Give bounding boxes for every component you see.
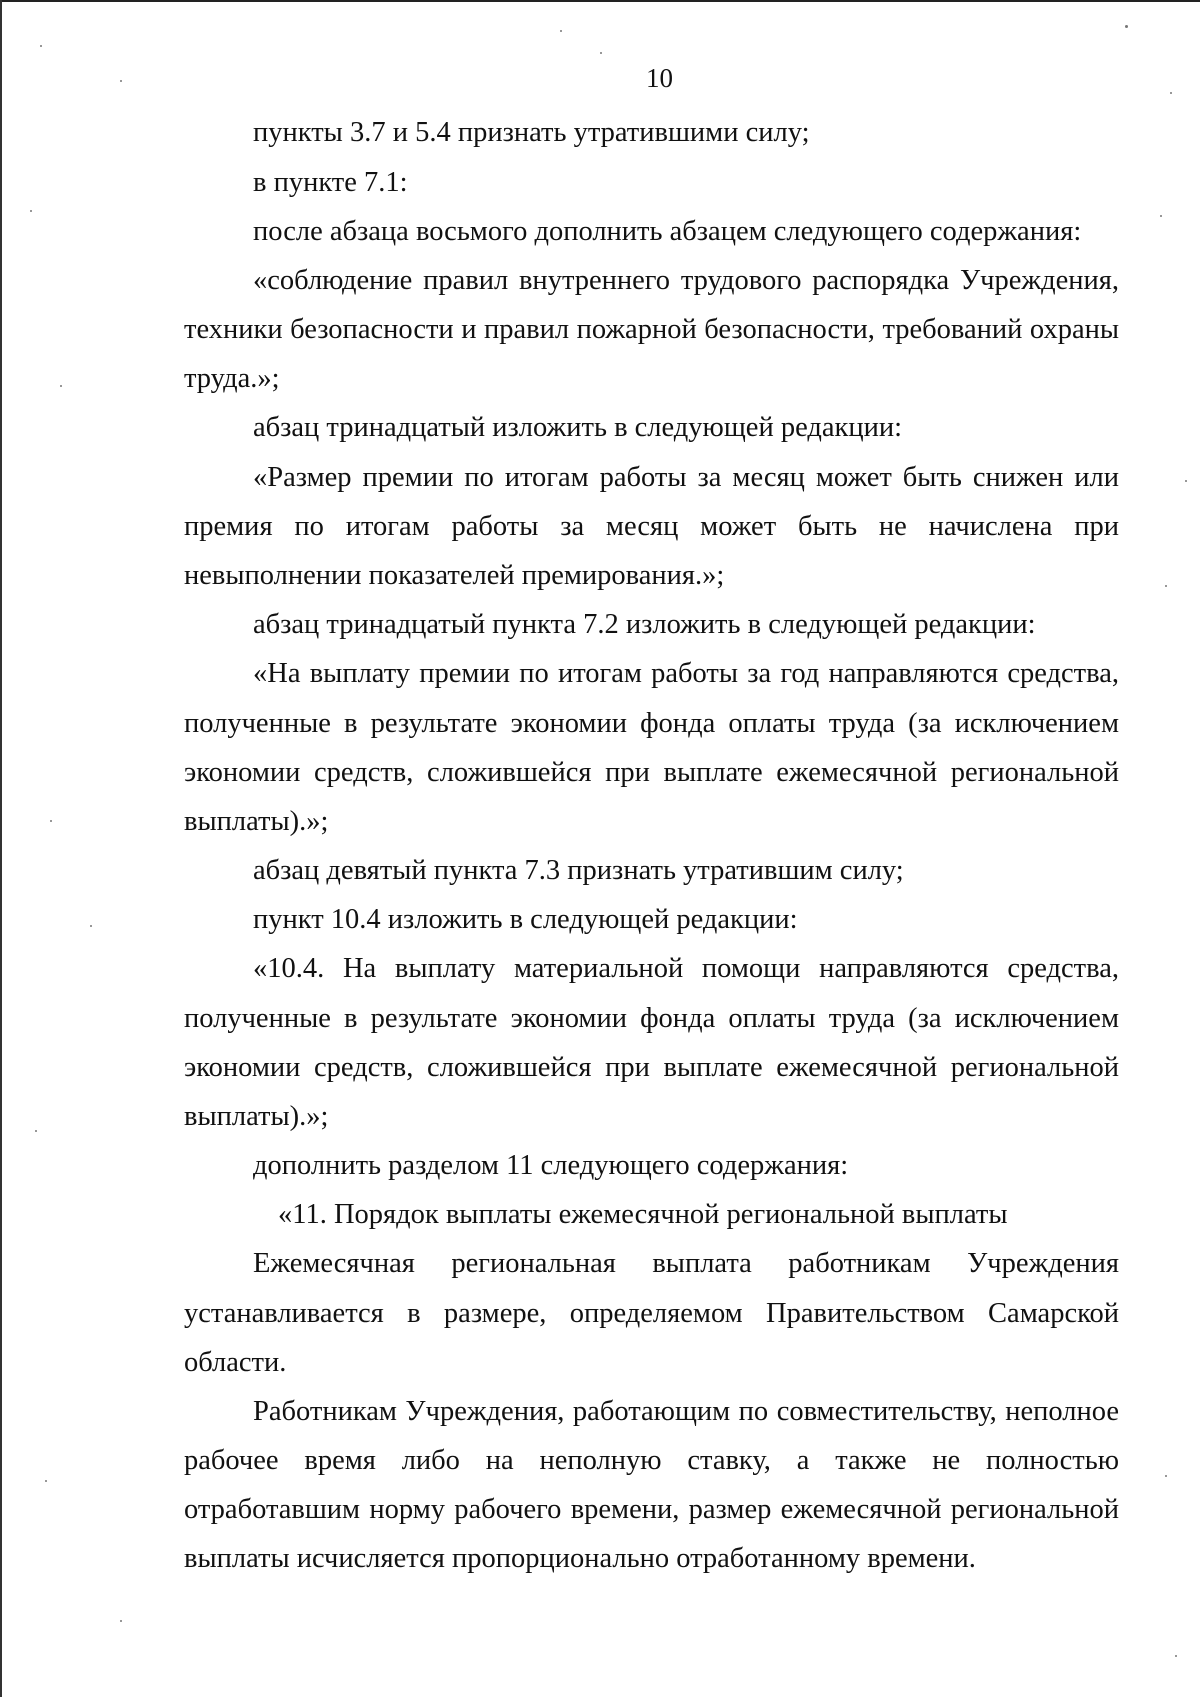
scan-speck <box>560 30 562 32</box>
text-line: области. <box>184 1347 287 1378</box>
scan-speck <box>50 820 52 822</box>
text-line: труда.»; <box>184 363 280 394</box>
scan-speck <box>1160 215 1162 217</box>
text-line: дополнить разделом 11 следующего содержания: <box>253 1150 849 1181</box>
text-line: «соблюдение правил внутреннего трудового распорядка Учреждения, <box>253 265 1119 296</box>
scan-speck <box>40 45 42 47</box>
scan-speck <box>1165 585 1167 587</box>
scan-speck <box>90 925 92 927</box>
text-line: экономии средств, сложившейся при выплате ежемесячной региональной <box>184 757 1119 788</box>
text-line: выплаты).»; <box>184 1101 329 1132</box>
text-line: абзац девятый пункта 7.3 признать утратившим силу; <box>253 855 904 886</box>
text-line: выплаты).»; <box>184 806 329 837</box>
text-line: Работникам Учреждения, работающим по совместительству, неполное <box>253 1396 1119 1427</box>
text-line: устанавливается в размере, определяемом Правительством Самарской <box>184 1298 1119 1329</box>
text-line: отработавшим норму рабочего времени, размер ежемесячной региональной <box>184 1494 1119 1525</box>
text-line: в пункте 7.1: <box>253 167 408 198</box>
section-heading: «11. Порядок выплаты ежемесячной региональной выплаты <box>278 1199 1008 1230</box>
scan-speck <box>60 385 62 387</box>
scan-border-left <box>0 0 2 1697</box>
text-line: абзац тринадцатый изложить в следующей редакции: <box>253 412 903 443</box>
text-line: экономии средств, сложившейся при выплате ежемесячной региональной <box>184 1052 1119 1083</box>
text-line: выплаты исчисляется пропорционально отработанному времени. <box>184 1543 976 1574</box>
scan-speck <box>1170 92 1172 94</box>
scan-border-top <box>0 0 1200 2</box>
text-line: «На выплату премии по итогам работы за год направляются средства, <box>253 658 1119 689</box>
text-line: после абзаца восьмого дополнить абзацем следующего содержания: <box>253 216 1082 247</box>
text-line: невыполнении показателей премирования.»; <box>184 560 725 591</box>
page-number: 10 <box>646 63 673 93</box>
scan-speck <box>600 52 602 54</box>
scan-speck <box>30 210 32 212</box>
text-line: рабочее время либо на неполную ставку, а также не полностью <box>184 1445 1119 1476</box>
text-line: пункт 10.4 изложить в следующей редакции: <box>253 904 798 935</box>
scan-speck <box>1185 480 1187 482</box>
scan-speck <box>35 1130 37 1132</box>
scan-speck <box>120 1620 122 1622</box>
text-line: Ежемесячная региональная выплата работникам Учреждения <box>253 1248 1119 1279</box>
text-line: пункты 3.7 и 5.4 признать утратившими силу; <box>253 117 810 148</box>
text-line: полученные в результате экономии фонда оплаты труда (за исключением <box>184 708 1119 739</box>
scan-speck <box>120 80 122 82</box>
scan-speck <box>1175 1655 1177 1657</box>
text-line: «Размер премии по итогам работы за месяц может быть снижен или <box>253 462 1119 493</box>
text-line: премия по итогам работы за месяц может быть не начислена при <box>184 511 1119 542</box>
scan-speck <box>45 1480 47 1482</box>
scan-speck <box>1165 1475 1167 1477</box>
text-line: абзац тринадцатый пункта 7.2 изложить в следующей редакции: <box>253 609 1036 640</box>
text-line: «10.4. На выплату материальной помощи направляются средства, <box>253 953 1119 984</box>
text-line: техники безопасности и правил пожарной безопасности, требований охраны <box>184 314 1119 345</box>
scan-speck <box>1125 25 1128 28</box>
text-line: полученные в результате экономии фонда оплаты труда (за исключением <box>184 1003 1119 1034</box>
